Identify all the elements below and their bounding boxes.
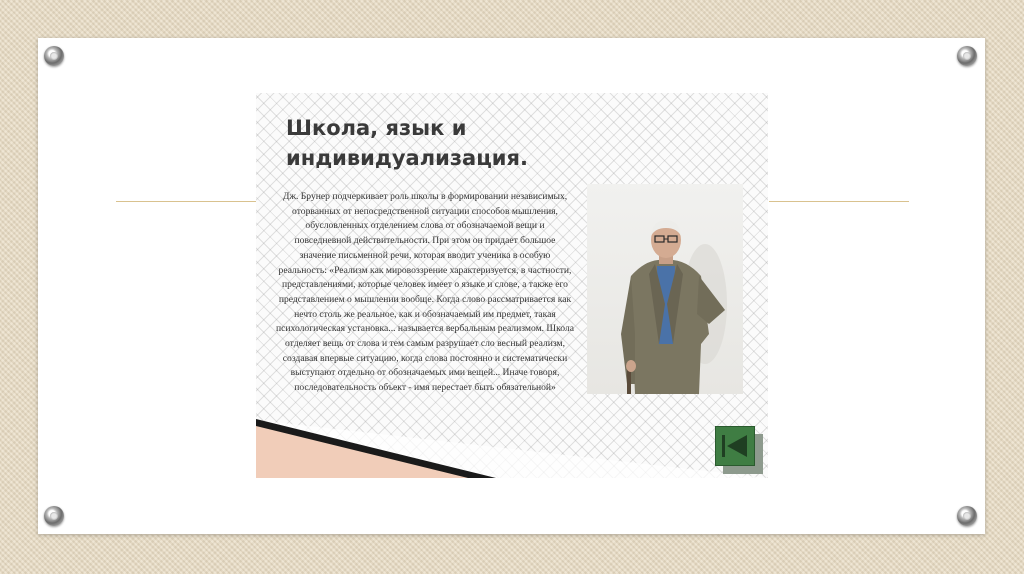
rivet-icon xyxy=(957,46,977,66)
slide-content xyxy=(256,93,768,478)
slide-body-text: Дж. Брунер подчеркивает роль школы в формировании независимых, оторванных от непосредственной ситуации способов мышления, обусловленных отделением слова от обозначаемой вещи и повседневной действительности. При этом он придает большое значение письменной речи, которая вводит ученика в особую реальность: «Реализм как мировоззрение характеризуется, в частности, представлениями, которые человек имеет о языке и слове, а также его представлением о мышлении вообще. Когда слово рассматривается как нечто столь же реальное, как и обозначаемый им предмет, такая психологическая установка... называется вербальным реализмом. Школа отделяет вещь от слова и тем самым разрушает сло весный реализм, создавая впервые ситуацию, когда слова постоянно и систематически выступают отдельно от обозначаемых ими вещей... Иначе говоря, последовательность объект - имя перестает быть обязательной» xyxy=(276,191,575,394)
rivet-icon xyxy=(44,506,64,526)
portrait-photo xyxy=(587,184,743,394)
slide-title: Школа, язык и индивидуализация. xyxy=(286,116,528,170)
divider-line-right xyxy=(769,201,909,202)
divider-line-left xyxy=(116,201,256,202)
back-triangle-icon xyxy=(716,427,754,465)
back-nav-button[interactable] xyxy=(715,426,755,466)
rivet-icon xyxy=(44,46,64,66)
rivet-icon xyxy=(957,506,977,526)
